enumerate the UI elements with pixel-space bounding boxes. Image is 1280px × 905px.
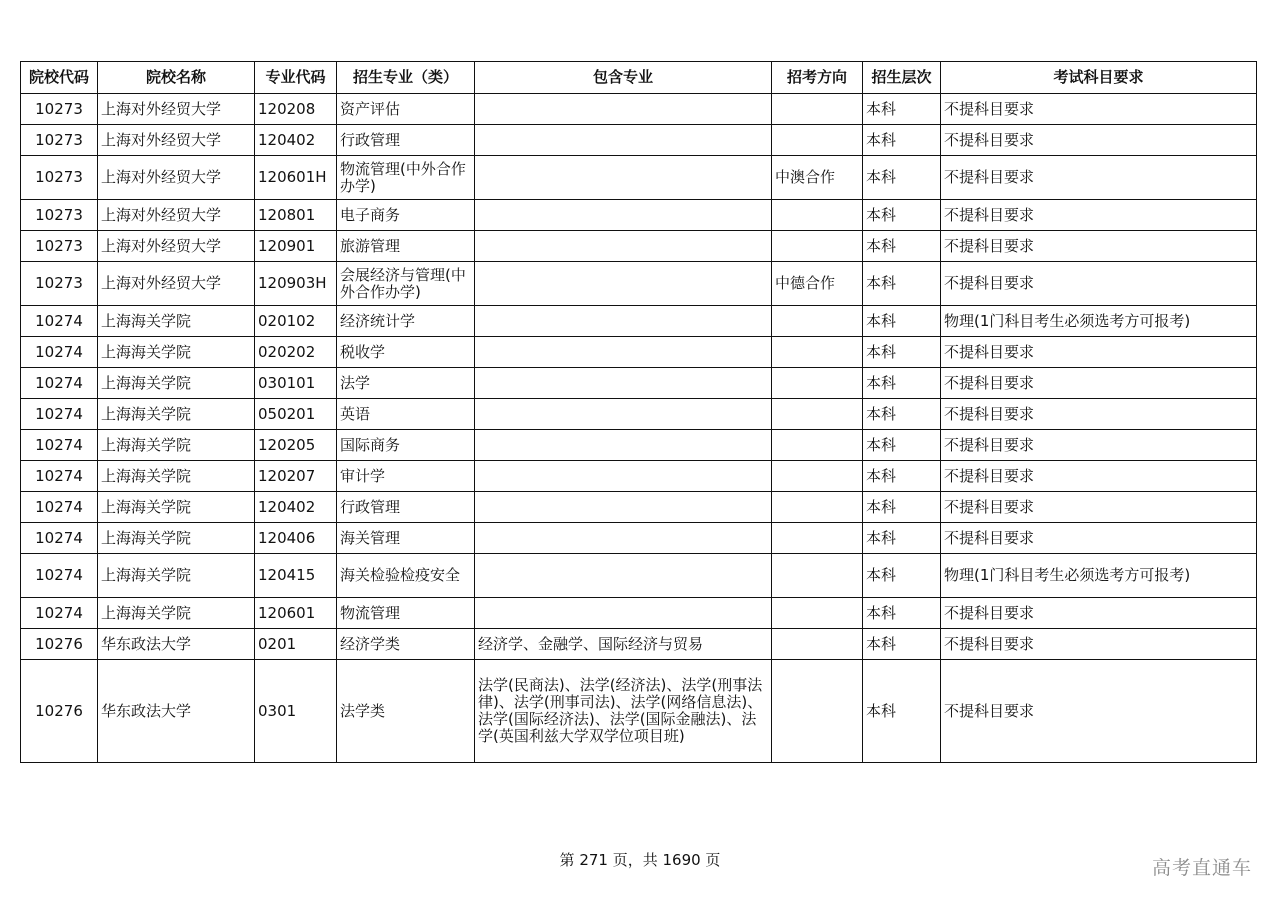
cell-subject-requirement: 物理(1门科目考生必须选考方可报考) bbox=[941, 306, 1257, 337]
cell-level: 本科 bbox=[863, 492, 941, 523]
cell-subject-requirement: 不提科目要求 bbox=[941, 399, 1257, 430]
cell-major-code: 120415 bbox=[255, 554, 337, 598]
cell-major: 物流管理 bbox=[337, 598, 475, 629]
table-row bbox=[21, 598, 1257, 629]
header-school-name: 院校名称 bbox=[98, 62, 255, 94]
cell-direction bbox=[772, 660, 863, 763]
cell-level: 本科 bbox=[863, 461, 941, 492]
cell-subject-requirement: 不提科目要求 bbox=[941, 231, 1257, 262]
cell-school-name: 上海海关学院 bbox=[98, 337, 255, 368]
cell-level: 本科 bbox=[863, 368, 941, 399]
cell-subject-requirement: 不提科目要求 bbox=[941, 156, 1257, 200]
cell-included-majors bbox=[475, 523, 772, 554]
cell-school-name: 华东政法大学 bbox=[98, 660, 255, 763]
cell-school-name: 上海海关学院 bbox=[98, 554, 255, 598]
cell-level: 本科 bbox=[863, 629, 941, 660]
table-row bbox=[21, 629, 1257, 660]
cell-level: 本科 bbox=[863, 337, 941, 368]
cell-school-code: 10274 bbox=[21, 461, 98, 492]
table-row bbox=[21, 262, 1257, 306]
cell-included-majors bbox=[475, 598, 772, 629]
table-row bbox=[21, 492, 1257, 523]
table-row bbox=[21, 306, 1257, 337]
cell-direction bbox=[772, 399, 863, 430]
enrollment-table bbox=[20, 61, 1257, 763]
cell-subject-requirement: 不提科目要求 bbox=[941, 200, 1257, 231]
cell-major: 英语 bbox=[337, 399, 475, 430]
cell-school-code: 10274 bbox=[21, 523, 98, 554]
cell-subject-requirement: 不提科目要求 bbox=[941, 368, 1257, 399]
cell-subject-requirement: 不提科目要求 bbox=[941, 461, 1257, 492]
cell-major: 行政管理 bbox=[337, 125, 475, 156]
cell-level: 本科 bbox=[863, 430, 941, 461]
cell-school-code: 10274 bbox=[21, 554, 98, 598]
cell-included-majors bbox=[475, 430, 772, 461]
cell-included-majors bbox=[475, 368, 772, 399]
cell-direction: 中德合作 bbox=[772, 262, 863, 306]
table-row bbox=[21, 125, 1257, 156]
cell-level: 本科 bbox=[863, 598, 941, 629]
cell-major-code: 0201 bbox=[255, 629, 337, 660]
cell-school-name: 上海海关学院 bbox=[98, 368, 255, 399]
cell-included-majors bbox=[475, 125, 772, 156]
cell-school-code: 10274 bbox=[21, 337, 98, 368]
cell-school-code: 10273 bbox=[21, 125, 98, 156]
cell-major: 审计学 bbox=[337, 461, 475, 492]
cell-subject-requirement: 不提科目要求 bbox=[941, 125, 1257, 156]
cell-direction bbox=[772, 306, 863, 337]
cell-direction bbox=[772, 554, 863, 598]
header-included-majors: 包含专业 bbox=[475, 62, 772, 94]
cell-subject-requirement: 不提科目要求 bbox=[941, 598, 1257, 629]
cell-level: 本科 bbox=[863, 262, 941, 306]
cell-major: 海关检验检疫安全 bbox=[337, 554, 475, 598]
cell-school-code: 10273 bbox=[21, 262, 98, 306]
cell-included-majors bbox=[475, 231, 772, 262]
cell-included-majors bbox=[475, 156, 772, 200]
table-body bbox=[21, 94, 1257, 763]
table-row bbox=[21, 399, 1257, 430]
cell-level: 本科 bbox=[863, 200, 941, 231]
cell-direction bbox=[772, 231, 863, 262]
cell-level: 本科 bbox=[863, 156, 941, 200]
cell-school-code: 10274 bbox=[21, 492, 98, 523]
cell-major: 电子商务 bbox=[337, 200, 475, 231]
cell-major-code: 120601H bbox=[255, 156, 337, 200]
cell-subject-requirement: 不提科目要求 bbox=[941, 629, 1257, 660]
cell-subject-requirement: 不提科目要求 bbox=[941, 523, 1257, 554]
cell-direction bbox=[772, 430, 863, 461]
cell-level: 本科 bbox=[863, 660, 941, 763]
header-subject-requirement: 考试科目要求 bbox=[941, 62, 1257, 94]
watermark: 高考直通车 bbox=[1151, 857, 1252, 879]
cell-school-name: 上海海关学院 bbox=[98, 461, 255, 492]
table-row bbox=[21, 461, 1257, 492]
cell-major-code: 050201 bbox=[255, 399, 337, 430]
cell-major-code: 020102 bbox=[255, 306, 337, 337]
cell-school-code: 10273 bbox=[21, 231, 98, 262]
header-major: 招生专业（类） bbox=[337, 62, 475, 94]
table-row bbox=[21, 430, 1257, 461]
cell-level: 本科 bbox=[863, 306, 941, 337]
cell-major-code: 120208 bbox=[255, 94, 337, 125]
cell-major-code: 120402 bbox=[255, 492, 337, 523]
cell-direction bbox=[772, 523, 863, 554]
cell-subject-requirement: 不提科目要求 bbox=[941, 430, 1257, 461]
cell-included-majors bbox=[475, 399, 772, 430]
cell-direction bbox=[772, 461, 863, 492]
cell-major-code: 120601 bbox=[255, 598, 337, 629]
cell-subject-requirement: 不提科目要求 bbox=[941, 94, 1257, 125]
cell-school-code: 10273 bbox=[21, 200, 98, 231]
cell-school-code: 10274 bbox=[21, 368, 98, 399]
cell-level: 本科 bbox=[863, 125, 941, 156]
cell-school-code: 10274 bbox=[21, 598, 98, 629]
cell-direction bbox=[772, 368, 863, 399]
cell-included-majors bbox=[475, 306, 772, 337]
cell-school-code: 10273 bbox=[21, 156, 98, 200]
cell-major: 税收学 bbox=[337, 337, 475, 368]
cell-school-name: 上海海关学院 bbox=[98, 430, 255, 461]
cell-direction bbox=[772, 629, 863, 660]
cell-major-code: 030101 bbox=[255, 368, 337, 399]
cell-major-code: 0301 bbox=[255, 660, 337, 763]
cell-major: 经济统计学 bbox=[337, 306, 475, 337]
cell-subject-requirement: 不提科目要求 bbox=[941, 492, 1257, 523]
cell-direction bbox=[772, 337, 863, 368]
table-row bbox=[21, 337, 1257, 368]
cell-school-name: 上海对外经贸大学 bbox=[98, 200, 255, 231]
cell-direction: 中澳合作 bbox=[772, 156, 863, 200]
cell-major: 经济学类 bbox=[337, 629, 475, 660]
cell-level: 本科 bbox=[863, 94, 941, 125]
cell-school-code: 10274 bbox=[21, 430, 98, 461]
cell-major-code: 120903H bbox=[255, 262, 337, 306]
table-row bbox=[21, 554, 1257, 598]
cell-school-name: 上海对外经贸大学 bbox=[98, 125, 255, 156]
cell-included-majors: 法学(民商法)、法学(经济法)、法学(刑事法律)、法学(刑事司法)、法学(网络信息法)、法学(国际经济法)、法学(国际金融法)、法学(英国利兹大学双学位项目班) bbox=[475, 660, 772, 763]
cell-direction bbox=[772, 125, 863, 156]
cell-major: 国际商务 bbox=[337, 430, 475, 461]
cell-major-code: 120205 bbox=[255, 430, 337, 461]
cell-level: 本科 bbox=[863, 231, 941, 262]
cell-school-name: 上海对外经贸大学 bbox=[98, 262, 255, 306]
table-row bbox=[21, 156, 1257, 200]
cell-subject-requirement: 不提科目要求 bbox=[941, 337, 1257, 368]
cell-included-majors bbox=[475, 94, 772, 125]
cell-direction bbox=[772, 492, 863, 523]
cell-major-code: 120402 bbox=[255, 125, 337, 156]
cell-school-name: 上海海关学院 bbox=[98, 492, 255, 523]
cell-included-majors bbox=[475, 492, 772, 523]
cell-major: 物流管理(中外合作办学) bbox=[337, 156, 475, 200]
cell-major-code: 120901 bbox=[255, 231, 337, 262]
table-row bbox=[21, 94, 1257, 125]
cell-major: 资产评估 bbox=[337, 94, 475, 125]
cell-major-code: 020202 bbox=[255, 337, 337, 368]
table-row bbox=[21, 660, 1257, 763]
cell-included-majors bbox=[475, 262, 772, 306]
cell-direction bbox=[772, 598, 863, 629]
cell-major-code: 120207 bbox=[255, 461, 337, 492]
cell-school-name: 上海对外经贸大学 bbox=[98, 156, 255, 200]
cell-subject-requirement: 不提科目要求 bbox=[941, 660, 1257, 763]
cell-level: 本科 bbox=[863, 554, 941, 598]
cell-school-name: 上海对外经贸大学 bbox=[98, 231, 255, 262]
cell-included-majors bbox=[475, 554, 772, 598]
cell-major: 法学类 bbox=[337, 660, 475, 763]
cell-school-name: 上海对外经贸大学 bbox=[98, 94, 255, 125]
table-row bbox=[21, 523, 1257, 554]
header-major-code: 专业代码 bbox=[255, 62, 337, 94]
cell-major: 旅游管理 bbox=[337, 231, 475, 262]
cell-major: 会展经济与管理(中外合作办学) bbox=[337, 262, 475, 306]
cell-major: 行政管理 bbox=[337, 492, 475, 523]
table-row bbox=[21, 200, 1257, 231]
table-header-row bbox=[21, 62, 1257, 94]
cell-included-majors: 经济学、金融学、国际经济与贸易 bbox=[475, 629, 772, 660]
page-number: 第 271 页，共 1690 页 bbox=[559, 851, 721, 869]
table-row bbox=[21, 368, 1257, 399]
cell-included-majors bbox=[475, 337, 772, 368]
cell-subject-requirement: 不提科目要求 bbox=[941, 262, 1257, 306]
cell-school-name: 上海海关学院 bbox=[98, 598, 255, 629]
cell-school-name: 上海海关学院 bbox=[98, 399, 255, 430]
header-direction: 招考方向 bbox=[772, 62, 863, 94]
cell-school-code: 10276 bbox=[21, 629, 98, 660]
header-school-code: 院校代码 bbox=[21, 62, 98, 94]
cell-subject-requirement: 物理(1门科目考生必须选考方可报考) bbox=[941, 554, 1257, 598]
cell-level: 本科 bbox=[863, 523, 941, 554]
cell-included-majors bbox=[475, 461, 772, 492]
cell-major: 海关管理 bbox=[337, 523, 475, 554]
cell-included-majors bbox=[475, 200, 772, 231]
cell-school-code: 10274 bbox=[21, 306, 98, 337]
cell-school-code: 10273 bbox=[21, 94, 98, 125]
cell-direction bbox=[772, 94, 863, 125]
cell-school-name: 上海海关学院 bbox=[98, 306, 255, 337]
header-level: 招生层次 bbox=[863, 62, 941, 94]
cell-direction bbox=[772, 200, 863, 231]
table-row bbox=[21, 231, 1257, 262]
cell-major-code: 120406 bbox=[255, 523, 337, 554]
cell-school-code: 10276 bbox=[21, 660, 98, 763]
cell-major: 法学 bbox=[337, 368, 475, 399]
cell-school-code: 10274 bbox=[21, 399, 98, 430]
cell-school-name: 华东政法大学 bbox=[98, 629, 255, 660]
cell-level: 本科 bbox=[863, 399, 941, 430]
cell-school-name: 上海海关学院 bbox=[98, 523, 255, 554]
cell-major-code: 120801 bbox=[255, 200, 337, 231]
